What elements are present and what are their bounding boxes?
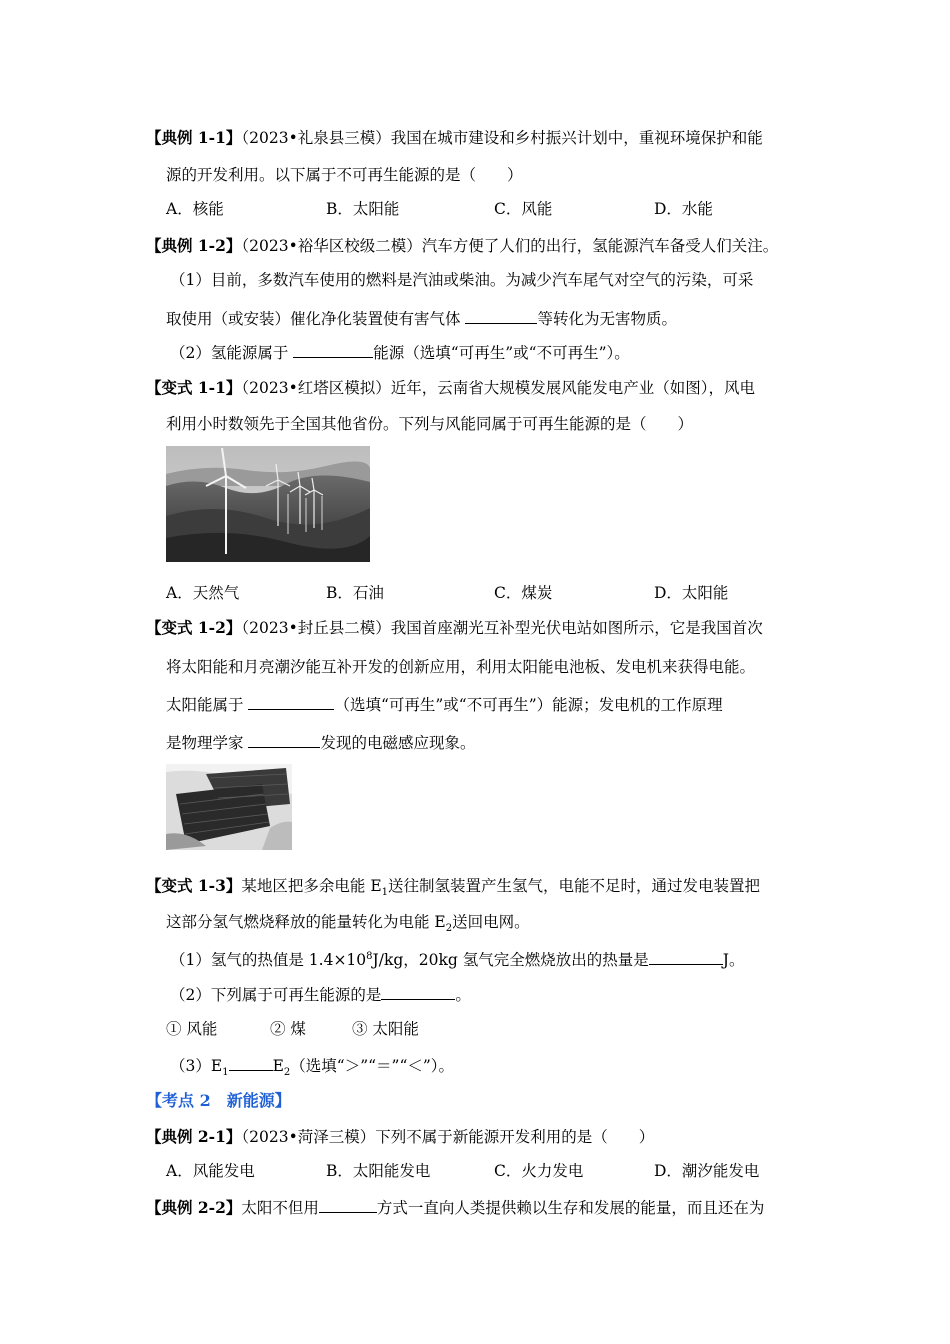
- question-v1-3-line3: （1）氢气的热值是 $1.4\times 10^8J/kg$，20kg 氢气完全燃烧放出的热量是 J。: [170, 946, 744, 971]
- option-a: A．风能发电: [166, 1162, 255, 1180]
- question-label: 【变式 1-3】: [146, 876, 242, 895]
- answer-blank[interactable]: [248, 693, 334, 710]
- question-label: 【典例 1-1】: [146, 128, 242, 147]
- choice-3: ③ 太阳能: [352, 1020, 419, 1038]
- question-v1-2-line2: 将太阳能和月亮潮汐能互补开发的创新应用，利用太阳能电池板、发电机来获得电能。: [166, 658, 756, 676]
- question-label: 【变式 1-2】: [146, 618, 242, 637]
- option-d: D．水能: [654, 200, 713, 218]
- question-1-1-line2: 源的开发利用。以下属于不可再生能源的是（ ）: [166, 166, 523, 184]
- answer-blank[interactable]: [649, 948, 723, 965]
- choice-2: ② 煤: [270, 1020, 306, 1038]
- option-b: B．石油: [326, 584, 384, 602]
- solar-station-image: [166, 764, 292, 850]
- question-label: 【变式 1-1】: [146, 378, 242, 397]
- question-2-1: 【典例 2-1】（2023•菏泽三模）下列不属于新能源开发利用的是（ ）: [146, 1127, 655, 1146]
- answer-blank[interactable]: [319, 1196, 377, 1213]
- option-c: C．火力发电: [494, 1162, 584, 1180]
- choice-1: ① 风能: [166, 1020, 218, 1038]
- option-d: D．潮汐能发电: [654, 1162, 760, 1180]
- answer-blank[interactable]: [381, 983, 455, 1000]
- option-a: A．核能: [166, 200, 224, 218]
- answer-blank[interactable]: [248, 731, 320, 748]
- question-1-2-line2: （1）目前，多数汽车使用的燃料是汽油或柴油。为减少汽车尾气对空气的污染，可采: [170, 271, 754, 289]
- question-v1-1: 【变式 1-1】（2023•红塔区模拟）近年，云南省大规模发展风能发电产业（如图），风电: [146, 378, 755, 397]
- option-d: D．太阳能: [654, 584, 729, 602]
- question-v1-3: 【变式 1-3】某地区把多余电能 $E_1$送往制氢装置产生氢气，电能不足时，通过发电装置把: [146, 876, 761, 899]
- question-v1-2-line4: 是物理学家 发现的电磁感应现象。: [166, 731, 475, 754]
- question-v1-2-line3: 太阳能属于 （选填“可再生”或“不可再生”）能源；发电机的工作原理: [166, 693, 723, 716]
- question-1-2-line3: 取使用（或安装）催化净化装置使有害气体 等转化为无害物质。: [166, 307, 677, 330]
- question-2-2: 【典例 2-2】太阳不但用 方式一直向人类提供赖以生存和发展的能量，而且还在为: [146, 1198, 765, 1217]
- question-v1-2: 【变式 1-2】（2023•封丘县二模）我国首座潮光互补型光伏电站如图所示，它是我国首次: [146, 618, 763, 637]
- question-v1-3-line6: $(3)E_1$ $E_2$（选填“＞”“＝”“＜”）。: [170, 1054, 454, 1084]
- question-v1-3-line2: 这部分氢气燃烧释放的能量转化为电能 $E_2$送回电网。: [166, 913, 530, 935]
- answer-blank[interactable]: [465, 307, 537, 324]
- question-v1-3-line4: （2）下列属于可再生能源的是 。: [170, 983, 471, 1006]
- question-label: 【典例 1-2】: [146, 236, 242, 255]
- question-label: 【典例 2-2】: [146, 1198, 242, 1217]
- solar-panel-illustration: [166, 764, 292, 850]
- section-heading: 【考点 2 新能源】: [146, 1091, 291, 1110]
- question-1-2-line4: （2）氢能源属于 能源（选填“可再生”或“不可再生”）。: [170, 341, 630, 364]
- answer-blank[interactable]: [293, 341, 373, 358]
- question-1-1: 【典例 1-1】（2023•礼泉县三模）我国在城市建设和乡村振兴计划中，重视环境保护和能: [146, 128, 763, 147]
- question-1-2: 【典例 1-2】（2023•裕华区校级二模）汽车方便了人们的出行，氢能源汽车备受人们关注。: [146, 236, 779, 255]
- wind-farm-illustration: [166, 446, 370, 562]
- question-label: 【典例 2-1】: [146, 1127, 242, 1146]
- option-a: A．天然气: [166, 584, 240, 602]
- option-c: C．风能: [494, 200, 553, 218]
- answer-blank[interactable]: [229, 1054, 273, 1071]
- option-c: C．煤炭: [494, 584, 553, 602]
- question-v1-1-line2: 利用小时数领先于全国其他省份。下列与风能同属于可再生能源的是（ ）: [166, 415, 694, 433]
- option-b: B．太阳能: [326, 200, 400, 218]
- option-b: B．太阳能发电: [326, 1162, 431, 1180]
- wind-farm-image: [166, 446, 370, 562]
